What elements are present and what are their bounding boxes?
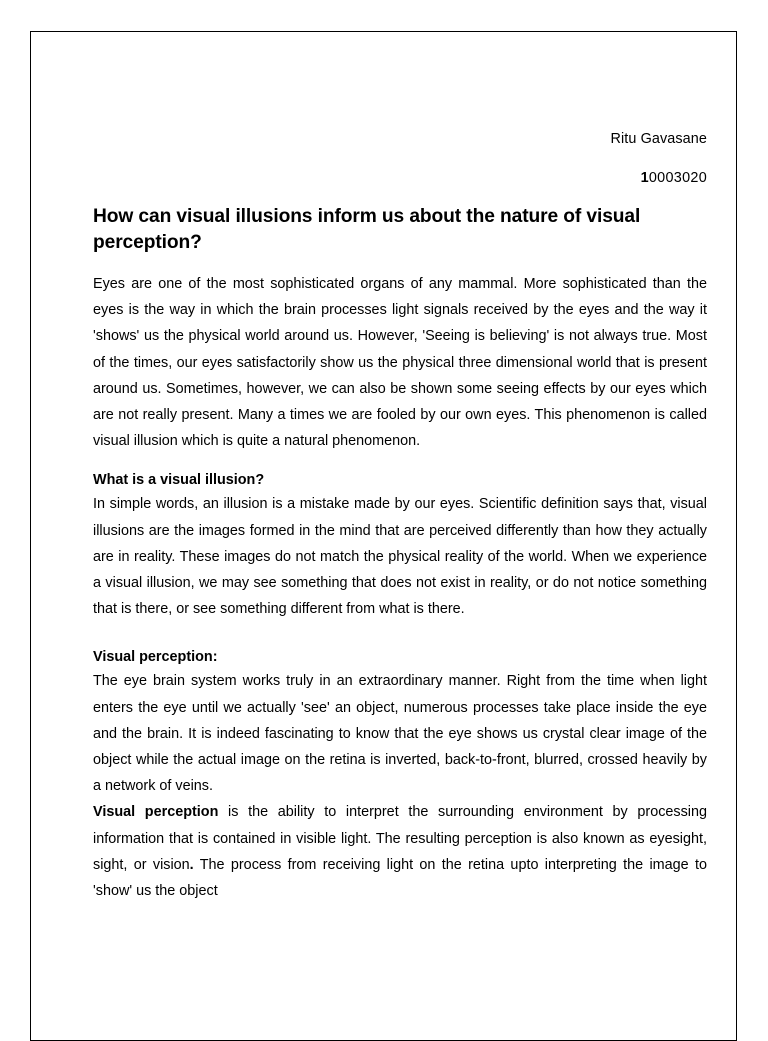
student-id-rest: 0003020 [648,170,707,186]
definition-text-2: The process from receiving light on the retina upto interpreting the image to 'show' us the object [93,856,708,900]
illusion-paragraph: In simple words, an illusion is a mistake made by our eyes. Scientific definition says that, visual illusions are the images formed in the mind that are perceived differently than how they actually are in reality. These images do not match the physical reality of the world. When we experience a visual illusion, we may see something that does not exist in reality, or do not notice something that is there, or see something different from what is there. [93,496,707,618]
intro-paragraph: Eyes are one of the most sophisticated organs of any mammal. More sophisticated than the eyes is the way in which the brain processes light signals received by the eyes and the way it 'shows' us the physical world around us. However, 'Seeing is believing' is not always true. Most of the times, our eyes satisfactorily show us the physical three dimensional world that is present around us. Sometimes, however, we can also be shown some seeing effects by our eyes which are not really present. Many a times we are fooled by our own eyes. This phenomenon is called visual illusion which is quite a natural phenomenon. [93,276,707,450]
document-content [93,129,707,904]
document-page [30,31,737,1041]
definition-paragraph [93,799,707,904]
student-id [93,168,707,188]
student-id-first-digit: 1 [640,170,649,186]
definition-term: Visual perception [93,804,219,821]
section-heading-perception: Visual perception: [93,649,218,666]
perception-paragraph: The eye brain system works truly in an extraordinary manner. Right from the time when light enters the eye until we actually 'see' an object, numerous processes take place inside the eye and the brain. It is indeed fascinating to know that the eye shows us crystal clear image of the object while the actual image on the retina is inverted, back-to-front, blurred, crossed heavily by a network of veins. [93,673,707,795]
definition-text-1: is the ability to interpret the surrounding environment by processing information that is contained in visible light. The resulting perception is also known as eyesight, sight, or vision [93,804,708,873]
definition-period: . [189,856,194,873]
author-name: Ritu Gavasane [610,131,707,147]
essay-title: How can visual illusions inform us about the nature of visual perception? [93,206,641,253]
section-heading-illusion: What is a visual illusion? [93,472,265,489]
